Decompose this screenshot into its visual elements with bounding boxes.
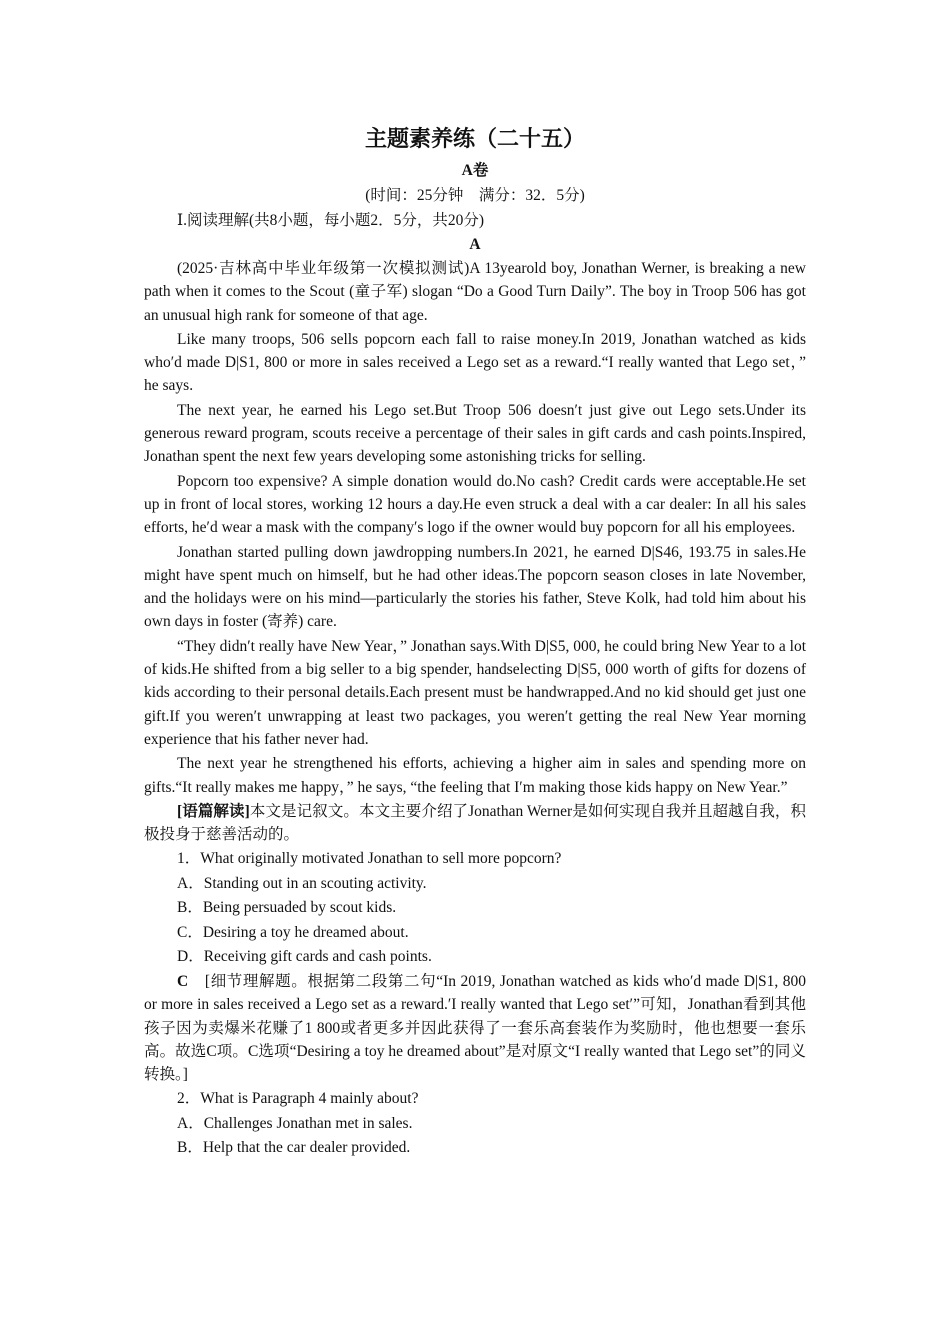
analysis-text: 本文是记叙文。本文主要介绍了Jonathan Werner是如何实现自我并且超越自我，积极投身于慈善活动的。 bbox=[144, 802, 806, 844]
section-heading: Ⅰ.阅读理解(共8小题，每小题2．5分，共20分) bbox=[177, 212, 485, 229]
passage-label: A bbox=[469, 236, 481, 253]
passage-paragraph: Popcorn too expensive? A simple donation would do.No cash? Credit cards were acceptable.He set up in front of local stores, working 12 hours a day.He even struck a deal with a car dealer: In all his sales efforts, he′d wear a mask with the company′s logo if the owner would buy popcorn for all his employees. bbox=[144, 472, 806, 537]
question-option: D．Receiving gift cards and cash points. bbox=[177, 948, 432, 966]
passage-analysis bbox=[144, 800, 806, 847]
page-title: 主题素养练（二十五） bbox=[364, 126, 585, 151]
passage-paragraph: Jonathan started pulling down jawdropping numbers.In 2021, he earned D|S46, 193.75 in sales.He might have spent much on himself, but he had other ideas.The popcorn season closes in late November, and the holidays were on his mind—particularly the stories his father, Steve Kolk, had told him about his own days in foster (寄养) care. bbox=[144, 543, 806, 631]
document-page bbox=[144, 124, 806, 1161]
paper-subtitle: A卷 bbox=[461, 162, 489, 179]
exam-meta: (时间：25分钟 满分：32．5分) bbox=[365, 187, 585, 204]
question-option: A．Challenges Jonathan met in sales. bbox=[177, 1114, 413, 1132]
question-option: A．Standing out in an scouting activity. bbox=[177, 874, 427, 892]
explanation-text: [细节理解题。根据第二段第二句“In 2019, Jonathan watched as kids who′d made D|S1, 800 or more in sales received a Lego set as a reward.′I really wanted that Lego set′”可知，Jonathan看到其他孩子因为卖爆米花赚了1 800或者更多并因此获得了一套乐高套装作为奖励时，他也想要一套乐高。故选C项。C选项“Desiring a toy he dreamed about”是对原文“I really wanted that Lego set”的同义转换。] bbox=[144, 972, 806, 1084]
answer-explanation bbox=[144, 970, 806, 1086]
passage-paragraph: The next year, he earned his Lego set.But Troop 506 doesn′t just give out Lego sets.Under its generous reward program, scouts receive a percentage of their sales in gift cards and cash points.Inspired, Jonathan spent the next few years developing some astonishing tricks for selling. bbox=[144, 401, 806, 466]
question-stem: 2．What is Paragraph 4 mainly about? bbox=[177, 1090, 419, 1108]
question-option: B．Help that the car dealer provided. bbox=[177, 1139, 411, 1157]
answer-letter: C bbox=[177, 972, 189, 990]
question-stem: 1．What originally motivated Jonathan to sell more popcorn? bbox=[177, 850, 562, 868]
passage-paragraph: (2025·吉林高中毕业年级第一次模拟测试)A 13yearold boy, Jonathan Werner, is breaking a new path when it comes to the Scout (童子军) slogan “Do a Good Turn Daily”. The boy in Troop 506 has got an unusual high rank for someone of that age. bbox=[144, 260, 806, 324]
question-option: B．Being persuaded by scout kids. bbox=[177, 899, 397, 917]
passage-paragraph: The next year he strengthened his efforts, achieving a higher aim in sales and spending more on gifts.“It really makes me happy，” he says, “the feeling that I′m making those kids happy on New Year.” bbox=[144, 755, 806, 796]
passage-paragraph: “They didn′t really have New Year，” Jonathan says.With D|S5, 000, he could bring New Year to a lot of kids.He shifted from a big seller to a big spender, handselecting D|S5, 000 worth of gifts for dozens of kids according to their personal details.Each present must be handwrapped.And no kid should get just one gift.If you weren′t unwrapping at least two packages, you weren′t getting the real New Year morning experience that his father never had. bbox=[144, 637, 806, 748]
question-option: C．Desiring a toy he dreamed about. bbox=[177, 923, 409, 941]
passage-paragraph: Like many troops, 506 sells popcorn each fall to raise money.In 2019, Jonathan watched as kids who′d made D|S1, 800 or more in sales received a Lego set as a reward.“I really wanted that Lego set，” he says. bbox=[144, 330, 806, 395]
analysis-label: [语篇解读] bbox=[177, 802, 250, 820]
